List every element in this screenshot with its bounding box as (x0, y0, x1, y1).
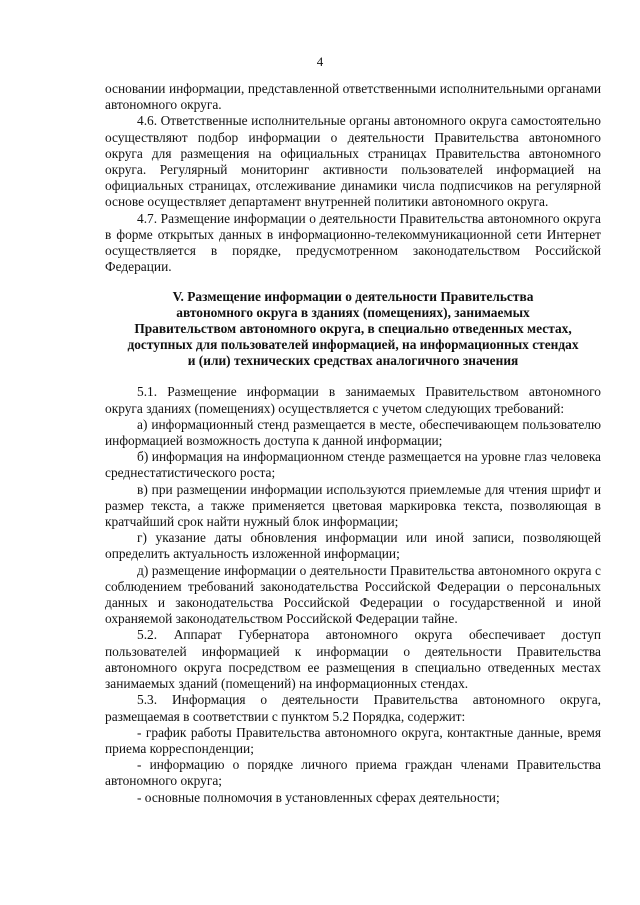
paragraph-5-2: 5.2. Аппарат Губернатора автономного округа обеспечивает доступ пользователей информацией к информации о деятельности Правительства автономного округа посредством ее размещения в специально отведенных местах занимаемых зданий (помещений) на информационных стендах. (105, 627, 601, 692)
section-heading (105, 289, 601, 369)
list-item-v: в) при размещении информации используются приемлемые для чтения шрифт и размер текста, а также применяется цветовая маркировка текста, позволяющая в кратчайший срок найти нужный блок информации; (105, 481, 601, 530)
paragraph-continuation: основании информации, представленной ответственными исполнительными органами автономного округа. (105, 81, 601, 113)
document-body (105, 81, 601, 806)
page-number: 4 (316, 54, 324, 69)
bullet-item: - информацию о порядке личного приема граждан членами Правительства автономного округа; (105, 757, 601, 789)
section-heading-line: Правительством автономного округа, в специально отведенных местах, (134, 321, 572, 337)
list-item-b: б) информация на информационном стенде размещается на уровне глаз человека среднестатистического роста; (105, 449, 601, 481)
section-heading-line: доступных для пользователей информацией, на информационных стендах (127, 337, 579, 353)
list-item-g: г) указание даты обновления информации или иной записи, позволяющей определить актуальность изложенной информации; (105, 530, 601, 562)
bullet-item: - основные полномочия в установленных сферах деятельности; (137, 789, 500, 805)
paragraph-4-7: 4.7. Размещение информации о деятельности Правительства автономного округа в форме открытых данных в информационно-телекоммуникационной сети Интернет осуществляется в порядке, предусмотренном законодательством Российской Федерации. (105, 210, 601, 275)
paragraph-4-6: 4.6. Ответственные исполнительные органы автономного округа самостоятельно осуществляют подбор информации о деятельности Правительства автономного округа для размещения на официальных страницах Правительства автономного округа. Регулярный мониторинг активности пользователей информацией на официальных страницах, отслеживание динамики числа подписчиков на регулярной основе осуществляет департамент внутренней политики автономного округа. (105, 113, 601, 210)
list-item-d: д) размещение информации о деятельности Правительства автономного округа с соблюдением требований законодательства Российской Федерации о персональных данных и законодательства Российской Федерации о государственной и иной охраняемой законодательством Российской Федерации тайне. (105, 562, 601, 627)
section-heading-line: автономного округа в зданиях (помещениях), занимаемых (176, 305, 530, 321)
paragraph-5-1: 5.1. Размещение информации в занимаемых Правительством автономного округа зданиях (помещениях) осуществляется с учетом следующих требований: (105, 384, 601, 416)
bullet-item: - график работы Правительства автономного округа, контактные данные, время приема корреспонденции; (105, 724, 601, 756)
section-heading-line: и (или) технических средствах аналогичного значения (187, 353, 519, 369)
list-item-a: а) информационный стенд размещается в месте, обеспечивающем пользователю информацией возможность доступа к данной информации; (105, 416, 601, 449)
paragraph-5-3: 5.3. Информация о деятельности Правительства автономного округа, размещаемая в соответствии с пунктом 5.2 Порядка, содержит: (105, 692, 601, 724)
section-heading-line: V. Размещение информации о деятельности Правительства (172, 289, 534, 305)
